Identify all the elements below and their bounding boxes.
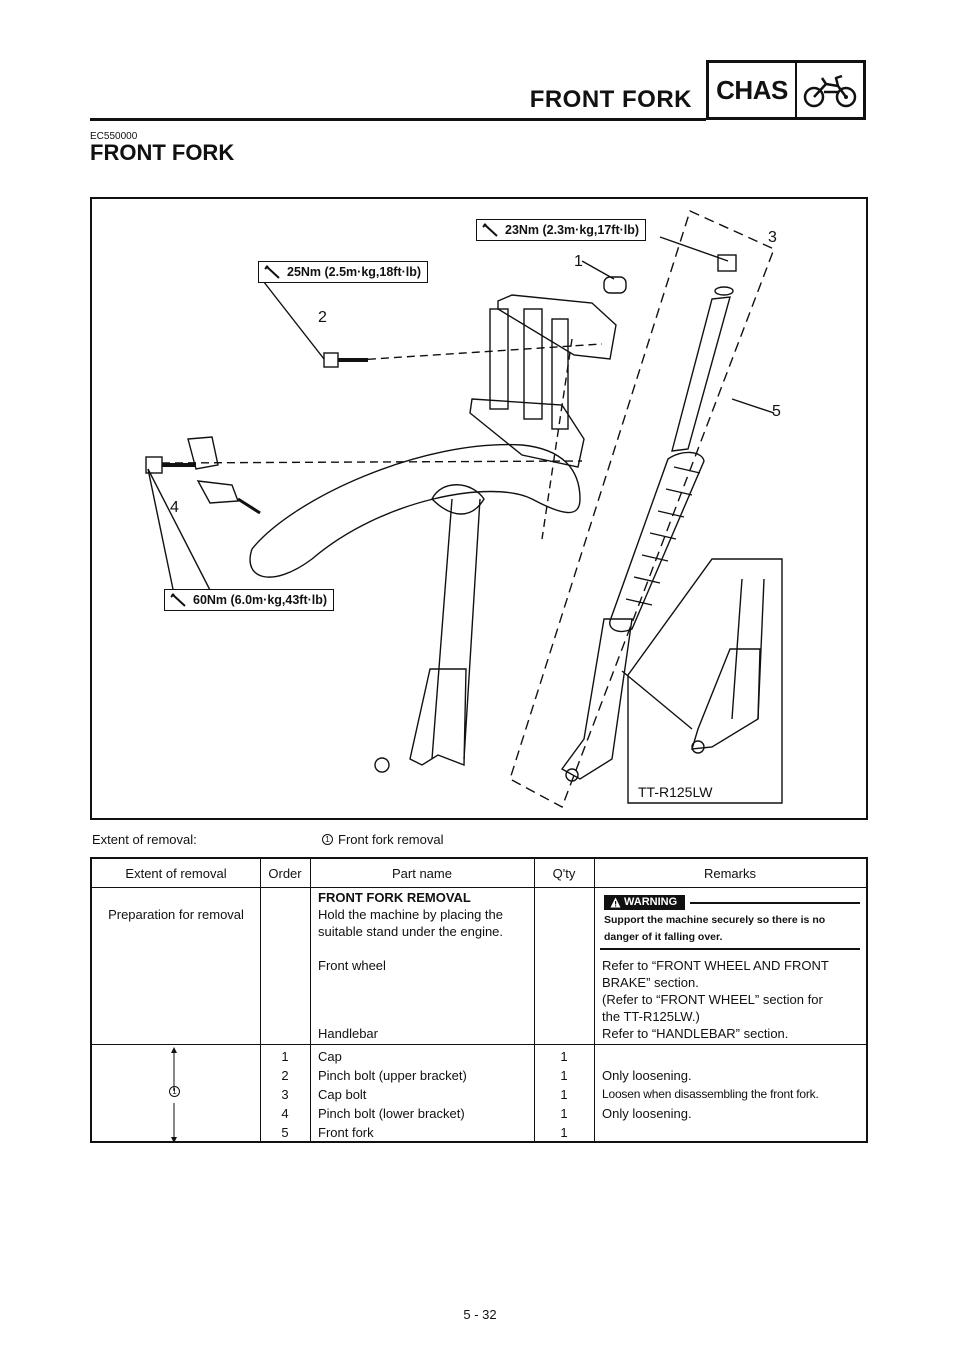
diagram-drawing bbox=[92, 199, 866, 818]
wrench-icon bbox=[481, 222, 501, 238]
callout-3: 3 bbox=[768, 229, 777, 246]
warning-rule-bottom bbox=[600, 948, 860, 950]
row-qty: 1 bbox=[560, 1125, 568, 1140]
exploded-diagram bbox=[90, 197, 868, 820]
row-order: 1 bbox=[281, 1049, 289, 1064]
torque-value: 25Nm (2.5m·kg,18ft·lb) bbox=[287, 265, 422, 279]
warning-badge bbox=[604, 895, 685, 910]
warning-triangle-icon bbox=[610, 897, 621, 908]
wrench-icon bbox=[169, 592, 189, 608]
header-rule bbox=[90, 118, 706, 121]
torque-label-upper-bracket bbox=[258, 261, 428, 283]
row-remark: Loosen when disassembling the front fork. bbox=[602, 1087, 819, 1101]
prep-front-wheel: Front wheel bbox=[318, 958, 386, 973]
header-title: FRONT FORK bbox=[529, 86, 692, 113]
prep-fw-remark3: (Refer to “FRONT WHEEL” section for bbox=[602, 992, 823, 1007]
row-order: 5 bbox=[281, 1125, 289, 1140]
range-marker: 1 bbox=[169, 1086, 180, 1097]
motorcycle-icon bbox=[797, 63, 863, 117]
row-part: Cap bbox=[318, 1049, 342, 1064]
warning-rule-top bbox=[690, 902, 860, 904]
section-title: FRONT FORK bbox=[90, 140, 235, 165]
section-code: CHAS bbox=[709, 63, 797, 117]
row-part: Front fork bbox=[318, 1125, 374, 1140]
extent-label: Extent of removal: bbox=[92, 832, 197, 847]
section-badge bbox=[706, 60, 866, 120]
torque-value: 23Nm (2.3m·kg,17ft·lb) bbox=[505, 223, 640, 237]
extent-value bbox=[322, 832, 443, 847]
col-header-extent: Extent of removal bbox=[125, 866, 227, 881]
removal-table bbox=[90, 857, 868, 1143]
torque-label-lower-bracket bbox=[164, 589, 334, 611]
row-order: 3 bbox=[281, 1087, 289, 1102]
callout-5: 5 bbox=[772, 403, 781, 420]
torque-value: 60Nm (6.0m·kg,43ft·lb) bbox=[193, 593, 328, 607]
row-qty: 1 bbox=[560, 1106, 568, 1121]
doc-code: EC550000 bbox=[90, 131, 138, 142]
row-qty: 1 bbox=[560, 1068, 568, 1083]
marker-circle: 1 bbox=[322, 834, 333, 845]
row-order: 4 bbox=[281, 1106, 289, 1121]
page-number: 5 - 32 bbox=[463, 1307, 497, 1322]
prep-hold-line2: suitable stand under the engine. bbox=[318, 924, 504, 939]
warning-line2: danger of it falling over. bbox=[604, 931, 723, 943]
row-remark: Only loosening. bbox=[602, 1106, 692, 1121]
callout-4: 4 bbox=[170, 499, 179, 516]
row-remark: Only loosening. bbox=[602, 1068, 692, 1083]
col-header-order: Order bbox=[268, 866, 302, 881]
torque-label-cap-bolt bbox=[476, 219, 646, 241]
prep-hold-line1: Hold the machine by placing the bbox=[318, 907, 504, 922]
prep-heading: FRONT FORK REMOVAL bbox=[318, 890, 471, 905]
row-part: Pinch bolt (upper bracket) bbox=[318, 1068, 467, 1083]
inset-label: TT-R125LW bbox=[638, 784, 713, 800]
callout-2: 2 bbox=[318, 309, 327, 326]
prep-fw-remark2: BRAKE” section. bbox=[602, 975, 699, 990]
row-order: 2 bbox=[281, 1068, 289, 1083]
warning-line1: Support the machine securely so there is no bbox=[604, 914, 826, 926]
prep-fw-remark4: the TT-R125LW.) bbox=[602, 1009, 700, 1024]
warning-label: WARNING bbox=[624, 896, 678, 908]
extent-text: Front fork removal bbox=[338, 832, 444, 847]
prep-handlebar: Handlebar bbox=[318, 1026, 378, 1041]
callout-1: 1 bbox=[574, 253, 583, 270]
row-part: Pinch bolt (lower bracket) bbox=[318, 1106, 465, 1121]
wrench-icon bbox=[263, 264, 283, 280]
prep-extent: Preparation for removal bbox=[108, 907, 244, 922]
row-part: Cap bolt bbox=[318, 1087, 367, 1102]
prep-hb-remark: Refer to “HANDLEBAR” section. bbox=[602, 1026, 789, 1041]
col-header-remarks: Remarks bbox=[703, 866, 756, 881]
row-qty: 1 bbox=[560, 1049, 568, 1064]
col-header-qty: Q'ty bbox=[552, 866, 576, 881]
row-qty: 1 bbox=[560, 1087, 568, 1102]
col-header-part: Part name bbox=[392, 866, 452, 881]
prep-fw-remark1: Refer to “FRONT WHEEL AND FRONT bbox=[602, 958, 829, 973]
